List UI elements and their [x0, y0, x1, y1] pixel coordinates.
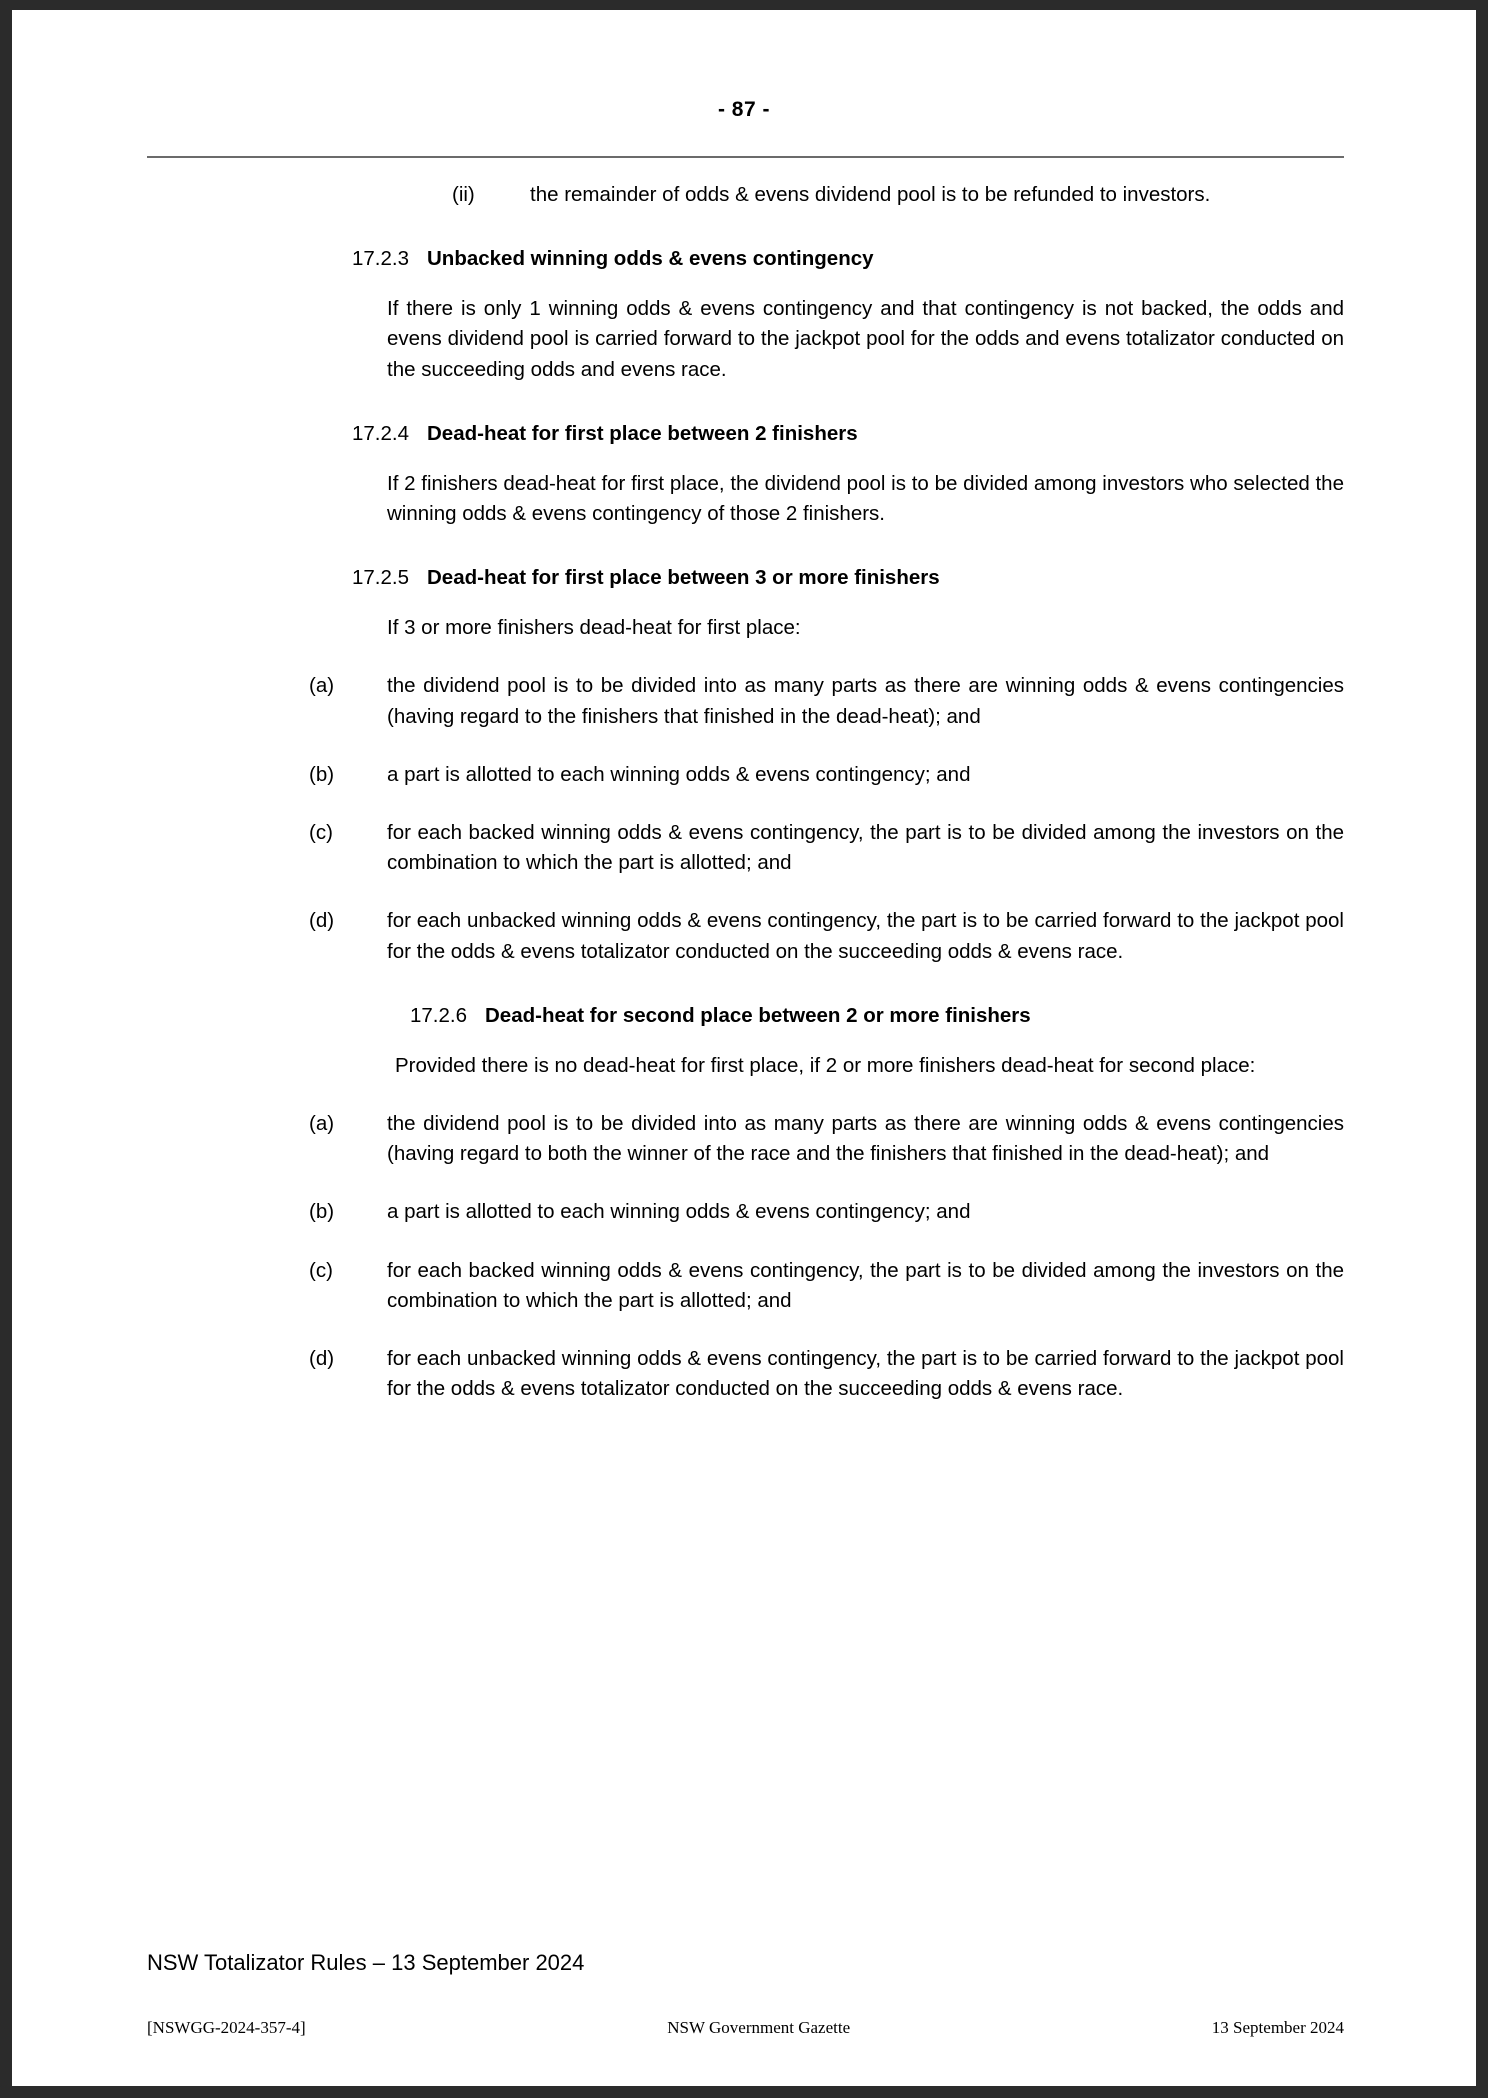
- list-item-marker: (c): [309, 1258, 333, 1282]
- list-item-marker: (b): [309, 1200, 335, 1224]
- clause-number: 17.2.3: [352, 247, 409, 271]
- list-item: [147, 180, 1344, 210]
- clause-heading-17-2-5: [147, 563, 1344, 593]
- header-divider: [147, 156, 1344, 158]
- clause-paragraph: If there is only 1 winning odds & evens contingency and that contingency is not backed, the odds and evens dividend pool is carried forward to the jackpot pool for the odds and evens totalizator conducted on the succeeding odds and evens race.: [387, 297, 1344, 381]
- clause-heading-17-2-3: [147, 244, 1344, 274]
- list-item-body: [387, 671, 1344, 731]
- list-item-body: [387, 1109, 1344, 1169]
- clause-title: Dead-heat for second place between 2 or more finishers: [485, 1003, 1031, 1027]
- list-item-marker: (b): [309, 762, 335, 786]
- page-number: - 87 -: [717, 98, 770, 121]
- list-item-marker: (ii): [452, 183, 475, 206]
- clause-number: 17.2.6: [410, 1003, 467, 1027]
- list-item: [147, 1109, 1344, 1169]
- list-item-text: the dividend pool is to be divided into as many parts as there are winning odds & evens contingencies (having regard to the finishers that finished in the dead-heat); and: [387, 674, 1344, 728]
- list-item: [147, 671, 1344, 731]
- clause-intro-17-2-6: [147, 1051, 1344, 1081]
- list-item-body: [387, 1256, 1344, 1316]
- clause-heading-17-2-4: [147, 419, 1344, 449]
- list-item-body: [530, 180, 1344, 210]
- clause-title: Dead-heat for first place between 2 finishers: [427, 421, 858, 445]
- list-item: [147, 1344, 1344, 1404]
- list-item-body: [387, 818, 1344, 878]
- clause-number: 17.2.4: [352, 421, 409, 445]
- list-item-text: for each unbacked winning odds & evens contingency, the part is to be carried forward to the jackpot pool for the odds & evens totalizator conducted on the succeeding odds & evens race.: [387, 1347, 1344, 1401]
- list-item-body: [387, 1344, 1344, 1404]
- clause-body-17-2-4: [147, 469, 1344, 529]
- gazette-footer-bar: [147, 2018, 1344, 2038]
- gazette-reference: [NSWGG-2024-357-4]: [147, 2018, 306, 2037]
- list-item-marker: (c): [309, 821, 333, 845]
- gazette-date: 13 September 2024: [1211, 2018, 1344, 2037]
- clause-paragraph: If 2 finishers dead-heat for first place, the dividend pool is to be divided among investors who selected the winning odds & evens contingency of those 2 finishers.: [387, 471, 1344, 526]
- clause-paragraph: Provided there is no dead-heat for first place, if 2 or more finishers dead-heat for second place:: [395, 1053, 1256, 1077]
- list-item-body: [387, 1197, 1344, 1227]
- gazette-name: NSW Government Gazette: [667, 2018, 851, 2037]
- document-footer-title: NSW Totalizator Rules – 13 September 2024: [147, 1950, 585, 1975]
- list-item: [147, 1256, 1344, 1316]
- page-header: [12, 98, 1476, 122]
- clause-intro-17-2-5: [147, 613, 1344, 643]
- list-item: [147, 1197, 1344, 1227]
- clause-title: Dead-heat for first place between 3 or more finishers: [427, 566, 940, 590]
- list-item-text: a part is allotted to each winning odds & evens contingency; and: [387, 1200, 971, 1224]
- list-item-marker: (d): [309, 1347, 335, 1371]
- list-item: [147, 818, 1344, 878]
- clause-paragraph: If 3 or more finishers dead-heat for first place:: [387, 616, 801, 640]
- list-item-text: for each backed winning odds & evens contingency, the part is to be divided among the investors on the combination to which the part is allotted; and: [387, 821, 1344, 875]
- clause-heading-17-2-6: [147, 1001, 1344, 1031]
- clause-body-17-2-3: [147, 294, 1344, 385]
- list-item-text: the dividend pool is to be divided into as many parts as there are winning odds & evens contingencies (having regard to both the winner of the race and the finishers that finished in the dead-heat); and: [387, 1112, 1344, 1166]
- list-item-text: a part is allotted to each winning odds & evens contingency; and: [387, 762, 971, 786]
- list-item-text: for each unbacked winning odds & evens contingency, the part is to be carried forward to the jackpot pool for the odds & evens totalizator conducted on the succeeding odds & evens race.: [387, 909, 1344, 963]
- list-item-text: the remainder of odds & evens dividend pool is to be refunded to investors.: [530, 183, 1211, 206]
- clause-number: 17.2.5: [352, 566, 409, 590]
- list-item: [147, 906, 1344, 966]
- page-sheet: [12, 10, 1476, 2086]
- clause-title: Unbacked winning odds & evens contingency: [427, 247, 874, 271]
- list-item-marker: (a): [309, 674, 335, 698]
- list-item-text: for each backed winning odds & evens contingency, the part is to be divided among the investors on the combination to which the part is allotted; and: [387, 1258, 1344, 1312]
- list-item-marker: (d): [309, 909, 335, 933]
- list-item-marker: (a): [309, 1112, 335, 1136]
- document-content: [12, 170, 1476, 1404]
- list-item-body: [387, 906, 1344, 966]
- list-item: [147, 760, 1344, 790]
- list-item-body: [387, 760, 1344, 790]
